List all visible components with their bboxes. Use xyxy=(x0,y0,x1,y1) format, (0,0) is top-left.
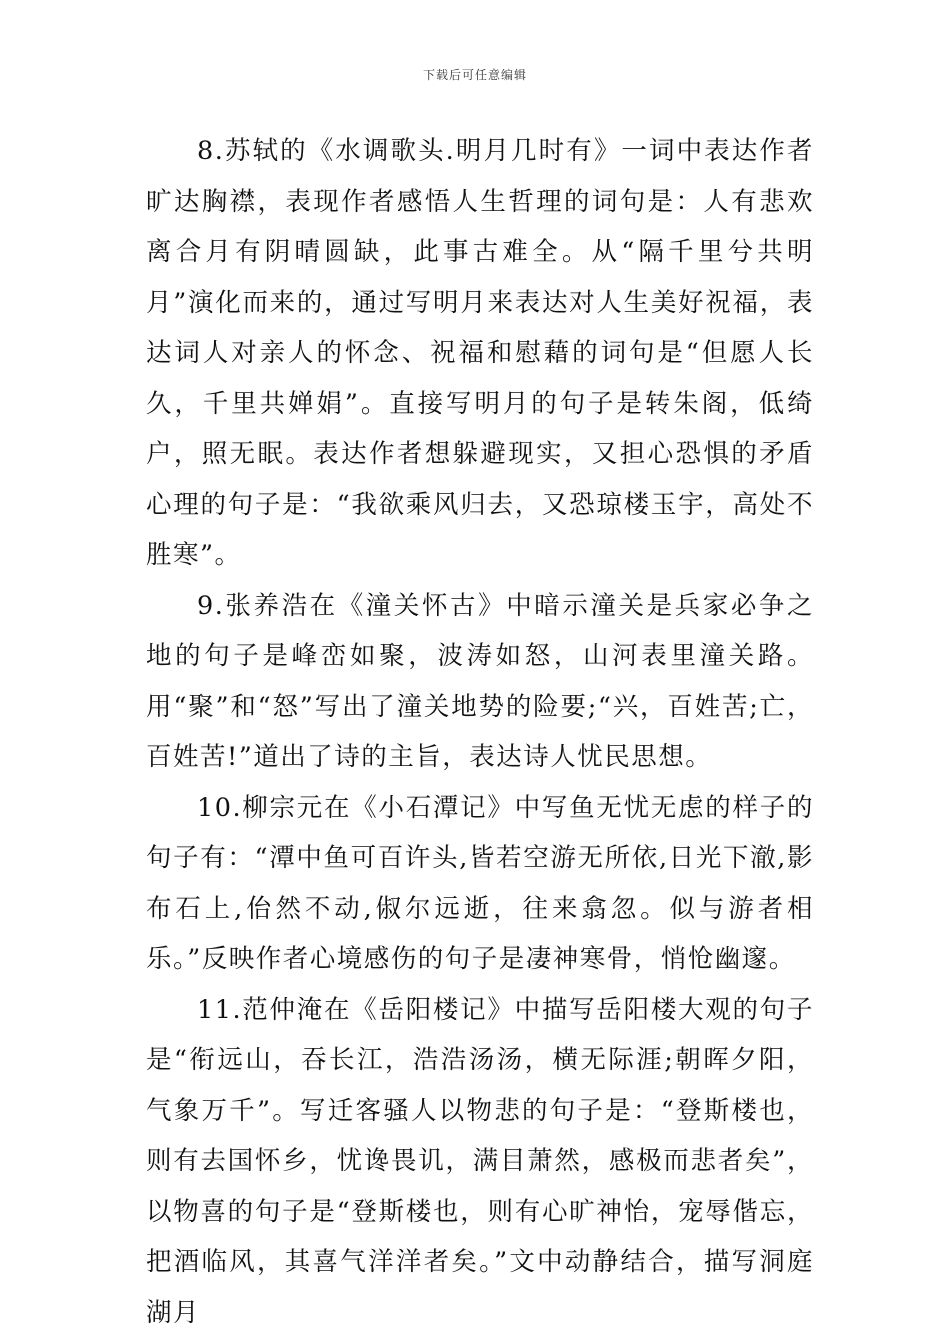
page-header: 下载后可任意编辑 xyxy=(422,68,527,82)
document-body xyxy=(146,126,814,1338)
paragraph-11: 11.范仲淹在《岳阳楼记》中描写岳阳楼大观的句子是“衔远山，吞长江，浩浩汤汤，横无际涯;朝晖夕阳，气象万千”。写迁客骚人以物悲的句子是：“登斯楼也，则有去国怀乡，忧谗畏讥，满目萧然，感极而悲者矣”，以物喜的句子是“登斯楼也，则有心旷神怡，宠辱偕忘，把酒临风，其喜气洋洋者矣。”文中动静结合，描写洞庭湖月 xyxy=(146,994,814,1328)
paragraph-9: 9.张养浩在《潼关怀古》中暗示潼关是兵家必争之地的句子是峰峦如聚，波涛如怒，山河表里潼关路。用“聚”和“怒”写出了潼关地势的险要;“兴，百姓苦;亡，百姓苦!”道出了诗的主旨，表达诗人忧民思想。 xyxy=(146,590,814,772)
paragraph-10: 10.柳宗元在《小石潭记》中写鱼无忧无虑的样子的句子有：“潭中鱼可百许头,皆若空游无所依,日光下澈,影布石上,佁然不动,俶尔远逝，往来翕忽。似与游者相乐。”反映作者心境感伤的句子是凄神寒骨，悄怆幽邃。 xyxy=(146,792,814,974)
paragraph-8: 8.苏轼的《水调歌头.明月几时有》一词中表达作者旷达胸襟，表现作者感悟人生哲理的词句是：人有悲欢离合月有阴晴圆缺，此事古难全。从“隔千里兮共明月”演化而来的，通过写明月来表达对人生美好祝福，表达词人对亲人的怀念、祝福和慰藉的词句是“但愿人长久，千里共婵娟”。直接写明月的句子是转朱阁，低绮户，照无眠。表达作者想躲避现实，又担心恐惧的矛盾心理的句子是：“我欲乘风归去，又恐琼楼玉宇，高处不胜寒”。 xyxy=(146,136,814,570)
